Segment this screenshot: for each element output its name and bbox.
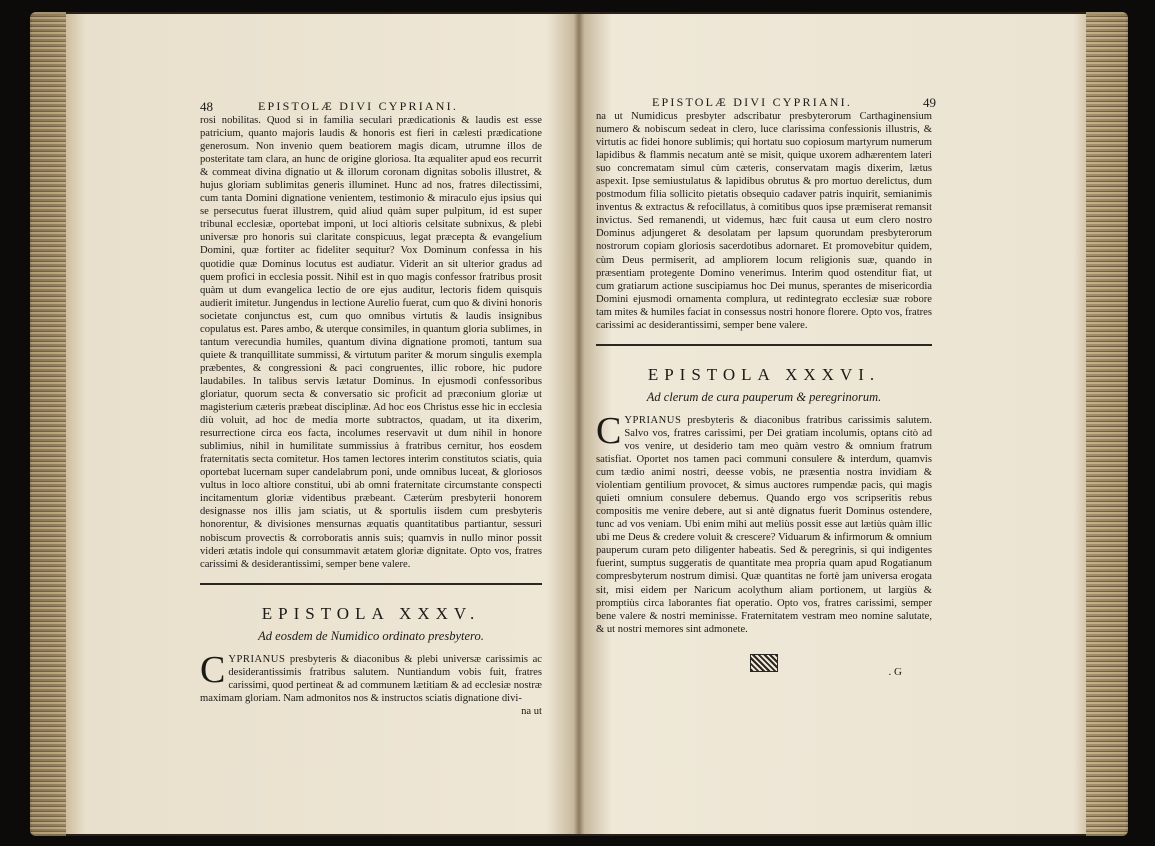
epistle-subtitle: Ad eosdem de Numidico ordinato presbytero. bbox=[258, 628, 484, 643]
section-rule bbox=[596, 344, 932, 346]
page-number: 48 bbox=[200, 99, 213, 114]
epistle-title: EPISTOLA XXXV. bbox=[261, 603, 481, 623]
epistle-title: EPISTOLA XXXVI. bbox=[647, 364, 881, 384]
opening-text: presbyteris & diaconibus & plebi universæ carissimis ac desiderantissimis fratribus salutem. Nuntiandum vobis fuit, fratres carissimi, quod pertineat & ad communem lætitiam & ad ecclesiæ nostræ maximam gloriam. Nam admonitos nos & instructos sciatis dignatione divi- bbox=[200, 653, 542, 704]
drop-cap: C bbox=[200, 648, 226, 691]
page-number: 49 bbox=[923, 95, 936, 110]
drop-cap: C bbox=[596, 409, 622, 452]
body-text: rosi nobilitas. Quod si in familia seculari prædicationis & laudis est esse patricium, quanto majoris laudis & honoris est fieri in cælesti prædicatione generosum. Non invenio quem beatiorem magis dicam, utrumne illos de posteritate tam clara, an hunc de origine gloriosa. Ita æqualiter apud eos recurrit & commeat divina dignatio ut & illorum coronam dignitas sobolis illustret, & hujus gloriam sublimitas generis illuminet. Hunc ad nos, fratres dilectissimi, cum tanta Domini dignatione venientem, testimonio & miraculo ejus ipsius qui se persecutus fuerat illustrem, quid aliud quàm super pulpitum, id est super tribunal ecclesiæ, oportebat imponi, ut loci altioris celsitate subnixus, & plebi universæ pro honoris sui claritate conspicuus, legat præcepta & evangelium Domini, quæ fortiter ac fideliter sequitur? Vox Dominum confessa in his quotidie quæ Dominus locutus est audiatur. Viderit an sit ulterior gradus ad quem profici in ecclesia possit. Nihil est in quo magis confessor fratribus prosit quàm ut dum evangelica lectio de ore ejus auditur, lectoris fidem quisquis audierit imitetur. Jungendus in lectione Aurelio fuerat, cum quo & divini honoris societate conjunctus est, cum quo omnibus virtutis & laudis insignibus copulatus est. Pares ambo, & uterque consimiles, in quantum gloria sublimes, in tantum verecundia humiles, quantum divina dignatione promoti, tantum sua quiete & tranquillitate summissi, & virtutum pariter & morum singulis exempla præbentes, & congressioni & paci congruentes, illic robore, hic pudore laudabiles. In talibus servis lætatur Dominus. In ejusmodi confessoribus gloriatur, quorum secta & conversatio sic proficit ad præconium gloriæ ut magisterium cæteris præbeat disciplinæ. Ad hoc eos Christus esse hic in ecclesia diù voluit, ad hoc de media morte subtractos, quadam, ut ita dixerim, resurrectione circa eos facta, incolumes reservavit ut dum nihil in honore sublimius, nihil in humilitate summissius à fratribus cernitur, hos eosdem fraternitatis secta comitetur. Hos tamen lectores interim constitutos sciatis, quia oportebat lucernam super candelabrum poni, unde omnibus luceat, & gloriosos vultus in loco altiore constitui, ubi ab omni fraternitate circumstante conspecti incitamentum gloriæ videntibus præbeant. Cæterùm presbyterii honorem designasse nos illis jam sciatis, ut & sportulis iisdem cum presbyteris honorentur, & divisiones mensurnas æquatis quantitatibus partiantur, sessuri nobiscum provectis & corroboratis annis suis; quamvis in nullo minor possit videri ætatis indole qui consummavit ætatem gloriæ dignitate. Opto vos, fratres carissimi & desiderantissimi, semper bene valere. bbox=[200, 115, 542, 570]
left-page bbox=[200, 100, 542, 718]
running-head-title: EPISTOLÆ DIVI CYPRIANI. bbox=[652, 95, 853, 109]
running-head bbox=[596, 95, 936, 110]
smallcaps-lead: YPRIANUS bbox=[228, 653, 286, 665]
open-book bbox=[30, 12, 1128, 836]
catchword: na ut bbox=[521, 705, 542, 717]
opening-paragraph bbox=[200, 648, 542, 705]
opening-text: presbyteris & diaconibus fratribus carissimis salutem. Salvo vos, fratres carissimi, per Dei gratiam incolumis, optans citò ad vos venire, ut desiderio tam meo quàm vestro & omnium fratrum satisfiat. Oportet nos tamen paci communi consulere & interdum, quamvis cum tædio animi nostri, deesse vobis, ne præsentia nostra invidiam & violentiam gentilium provocet, & simus auctores rumpendæ pacis, qui magis quieti omnium consulere debemus. Quando ergo vos scripseritis rebus compositis me venire debere, aut si antè dignatus fuerit Dominus ostendere, tunc ad vos veniam. Ubi enim mihi aut meliùs possit esse aut lætiùs quàm illic ubi me Deus & credere voluit & crescere? Viduarum & infirmorum & omnium pauperum curam peto diligenter habeatis. Sed & peregrinis, si qui indigentes fuerint, sumptus suggeratis de quantitate mea propria quam apud Rogatianum compresbyterum nostrum dimisi. Quæ quantitas ne fortè jam universa erogata sit, misi eidem per Naricum acolythum aliam portionem, ut largiùs & promptiùs circa laborantes fiat operatio. Opto vos, fratres carissimi, semper bene valere & nostri meminisse. Fraternitatem vestram meo nomine salutate, & ut nostri memores sint admonete. bbox=[596, 414, 932, 635]
right-page bbox=[596, 95, 936, 679]
smallcaps-lead: YPRIANUS bbox=[624, 414, 682, 426]
epistle-subtitle: Ad clerum de cura pauperum & peregrinorum. bbox=[646, 389, 882, 404]
running-head bbox=[200, 100, 542, 114]
section-rule bbox=[200, 583, 542, 585]
signature-mark: . G bbox=[888, 665, 902, 678]
page-edges-right bbox=[1086, 12, 1128, 836]
running-head-title: EPISTOLÆ DIVI CYPRIANI. bbox=[258, 99, 459, 113]
body-text: na ut Numidicus presbyter adscribatur presbyterorum Carthaginensium numero & nobiscum sedeat in clero, luce clarissima confessionis illustris, & virtutis ac fidei honore sublimis; qui hortatu suo copiosum martyrum numerum lapidibus & flammis necatum antè se misit, quique uxorem adhærentem lateri suo concrematam simul cùm cæteris, conservatam magis dixerim, lætus aspexit. Ipse semiustulatus & lapidibus obrutus & pro mortuo derelictus, dum postmodum filia sollicito pietatis obsequio cadaver patris inquirit, semianimis inventus & extractus & refocillatus, à comitibus quos ipse præmiserat remansit invictus. Sed remanendi, ut videmus, hæc fuit causa ut eum clero nostro Dominus adjungeret & desolatam per lapsum quorundam presbyterorum nostrorum copiam gloriosis sacerdotibus adornaret. Et promovebitur quidem, cùm Deus permiserit, ad ampliorem locum religionis suæ, quando in præsentiam protegente Domino venerimus. Interim quod ostenditur fiat, ut cum gratiarum actione suscipiamus hoc Dei munus, sperantes de misericordia Domini ejusmodi ornamenta complura, ut redintegrato ecclesiæ suæ robore tam mites & humiles faciat in consessus nostri honore florere. Opto vos, fratres carissimi ac desiderantissimi, semper bene valere. bbox=[596, 111, 932, 331]
opening-paragraph bbox=[596, 409, 932, 636]
page-edges-left bbox=[30, 12, 66, 836]
